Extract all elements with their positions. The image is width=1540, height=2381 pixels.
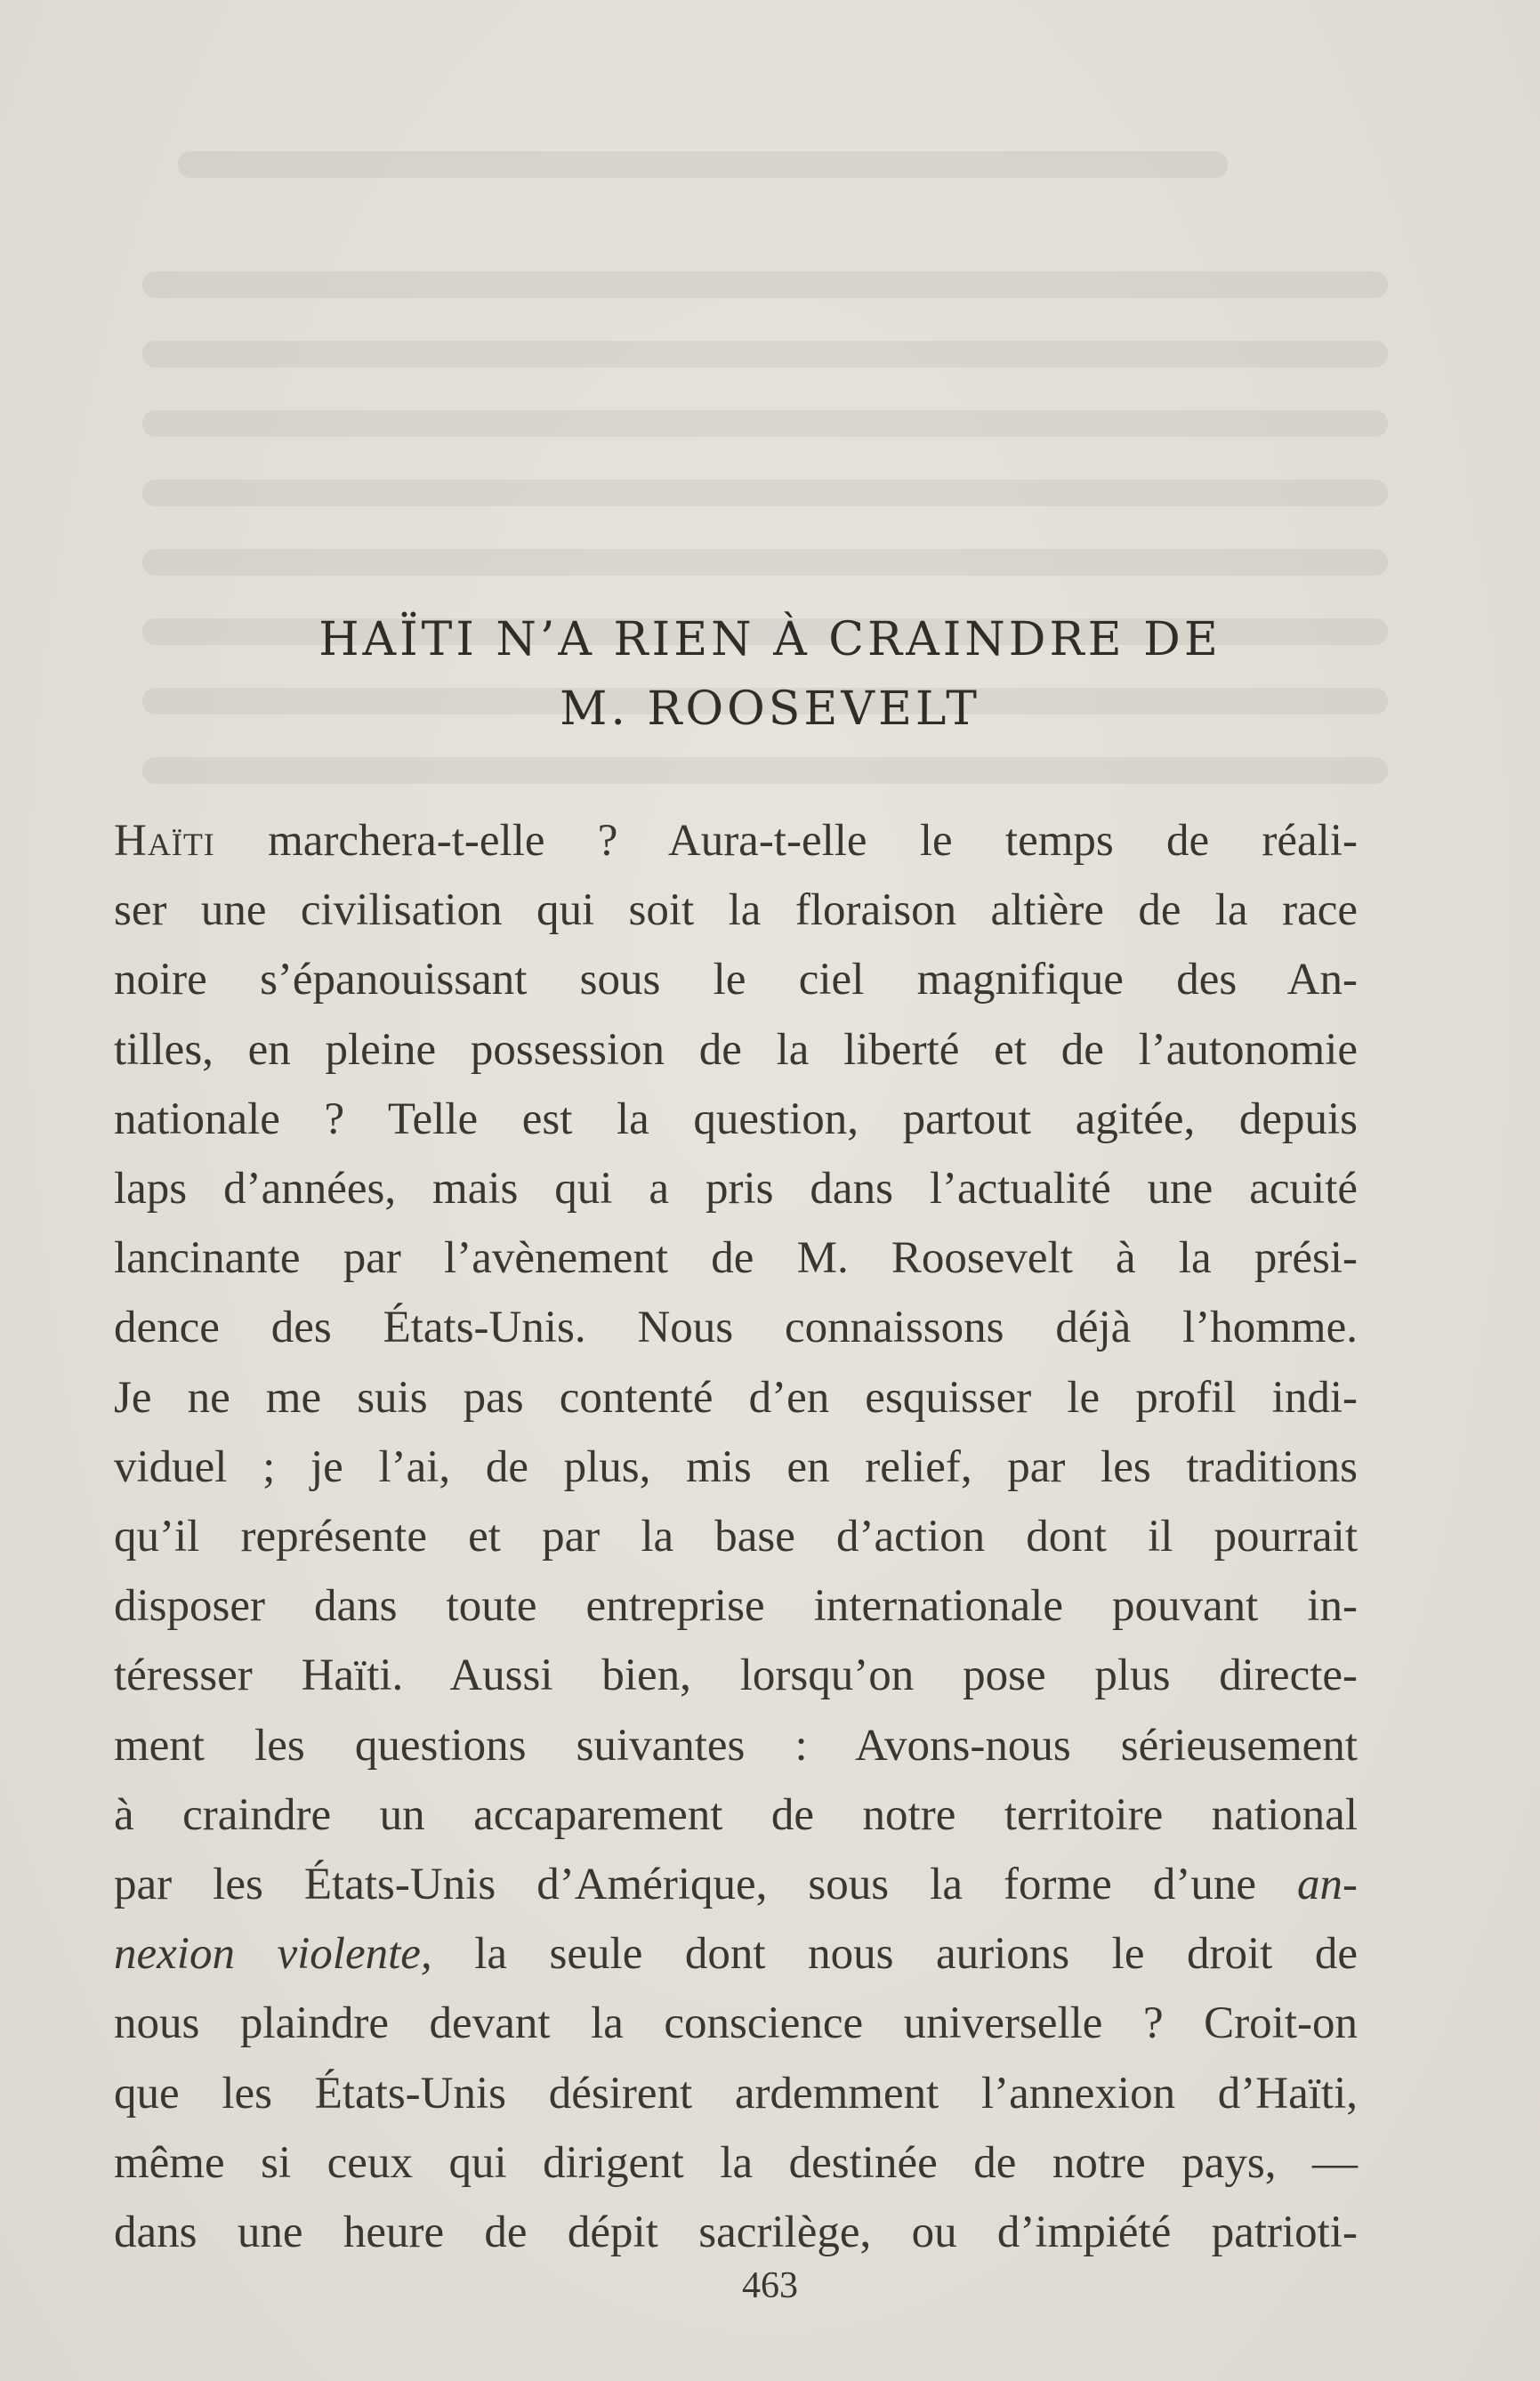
body-paragraph — [114, 806, 1358, 2267]
text-line: dence des États-Unis. Nous connaissons déjà l’homme. — [114, 1303, 1358, 1353]
text-line: nous plaindre devant la conscience universelle ? Croit-on — [114, 1998, 1358, 2049]
text-line: laps d’années, mais qui a pris dans l’actualité une acuité — [114, 1164, 1358, 1215]
page-number: 463 — [742, 2265, 798, 2306]
lead-word: Haïti — [114, 816, 215, 866]
text-line: dans une heure de dépit sacrilège, ou d’impiété patrioti- — [114, 2207, 1358, 2258]
text-line: nexion violente, la seule dont nous aurions le droit de — [114, 1929, 1359, 1980]
italic-text: nexion violente, — [114, 1929, 432, 1980]
text-line: nationale ? Telle est la question, partout agitée, depuis — [114, 1094, 1358, 1144]
text-line: que les États-Unis désirent ardemment l’annexion d’Haïti, — [114, 2068, 1358, 2119]
chapter-title-line-2: M. ROOSEVELT — [560, 682, 980, 736]
text-line: qu’il représente et par la base d’action dont il pourrait — [114, 1512, 1358, 1562]
text-line: Haïti marchera-t-elle ? Aura-t-elle le temps de réali- — [114, 816, 1358, 866]
text-line: lancinante par l’avènement de M. Roosevelt à la prési- — [114, 1233, 1358, 1284]
text-line: par les États-Unis d’Amérique, sous la forme d’une an- — [114, 1860, 1358, 1910]
text-line: viduel ; je l’ai, de plus, mis en relief, par les traditions — [114, 1441, 1358, 1492]
text-line: même si ceux qui dirigent la destinée de notre pays, — — [114, 2137, 1358, 2188]
text-line: tilles, en pleine possession de la liberté et de l’autonomie — [114, 1024, 1358, 1075]
text-line: ment les questions suivantes : Avons-nous sérieusement — [114, 1720, 1358, 1771]
text-line: ser une civilisation qui soit la floraison altière de la race — [114, 885, 1358, 936]
text-line: téresser Haïti. Aussi bien, lorsqu’on pose plus directe- — [114, 1651, 1358, 1701]
text-line: noire s’épanouissant sous le ciel magnifique des An- — [114, 955, 1358, 1005]
text-line: à craindre un accaparement de notre territoire national — [114, 1789, 1358, 1840]
text-line: Je ne me suis pas contenté d’en esquisser le profil indi- — [114, 1372, 1358, 1423]
text-line: disposer dans toute entreprise internationale pouvant in- — [114, 1581, 1358, 1632]
italic-text: an- — [1297, 1860, 1358, 1910]
chapter-title — [0, 605, 1540, 744]
chapter-title-line-1: HAÏTI N’A RIEN À CRAINDRE DE — [318, 613, 1222, 666]
